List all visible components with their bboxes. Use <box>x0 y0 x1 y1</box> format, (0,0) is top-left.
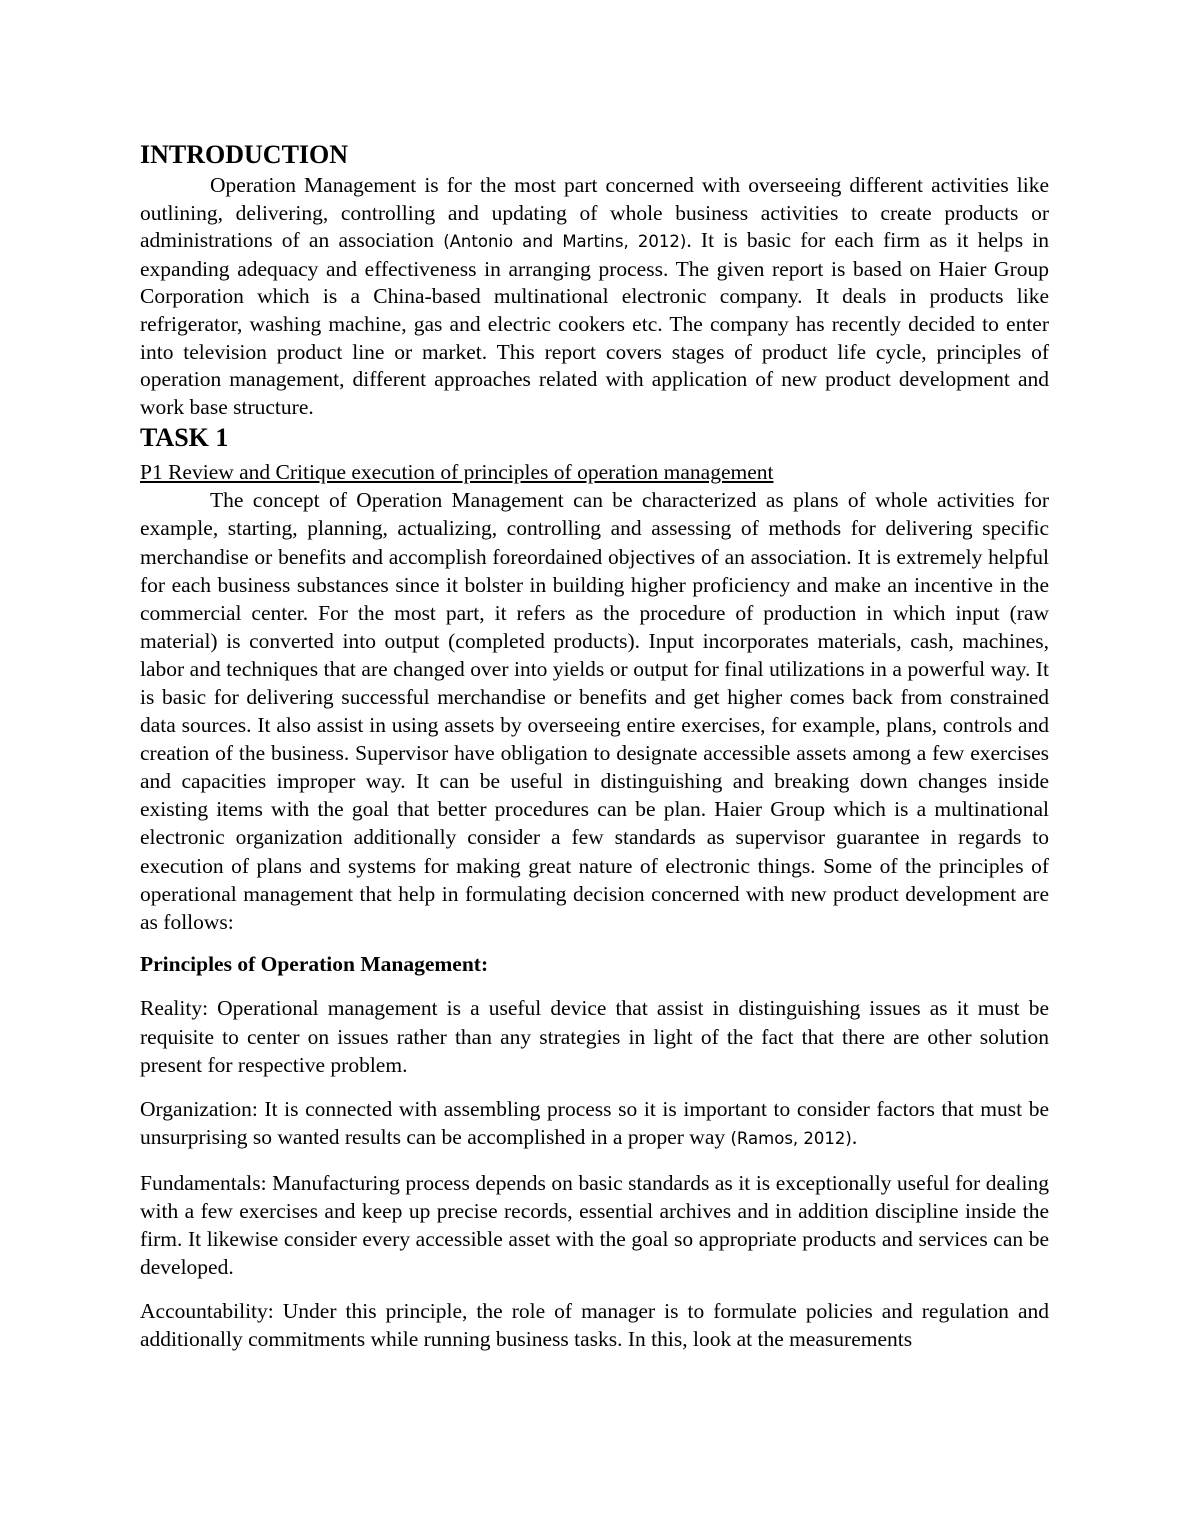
principle-fundamentals: Fundamentals: Manufacturing process depends on basic standards as it is exceptionally useful for dealing with a few exercises and keep up precise records, essential archives and in addition discipline inside the firm. It likewise consider every accessible asset with the goal so appropriate products and services can be developed. <box>140 1170 1049 1280</box>
organization-citation: (Ramos, 2012) <box>730 1128 852 1148</box>
task1-paragraph: The concept of Operation Management can be characterized as plans of whole activities for example, starting, planning, actualizing, controlling and assessing of methods for delivering specific merchandise or benefits and accomplish foreordained objectives of an association. It is extremely helpful for each business substances since it bolster in building higher proficiency and make an incentive in the commercial center. For the most part, it refers as the procedure of production in which input (raw material) is converted into output (completed products). Input incorporates materials, cash, machines, labor and techniques that are changed over into yields or output for final utilizations in a powerful way. It is basic for delivering successful merchandise or benefits and get higher comes back from constrained data sources. It also assist in using assets by overseeing entire exercises, for example, plans, controls and creation of the business. Supervisor have obligation to designate accessible assets among a few exercises and capacities improper way. It can be useful in distinguishing and breaking down changes inside existing items with the goal that better procedures can be plan. Haier Group which is a multinational electronic organization additionally consider a few standards as supervisor guarantee in regards to execution of plans and systems for making great nature of electronic things. Some of the principles of operational management that help in formulating decision concerned with new product development are as follows: <box>140 488 1049 934</box>
principle-accountability: Accountability: Under this principle, the role of manager is to formulate policies and regulation and additionally commitments while running business tasks. In this, look at the measurements <box>140 1299 1049 1352</box>
organization-text-end: . <box>851 1124 858 1149</box>
task1-subheading: P1 Review and Critique execution of principles of operation management <box>140 460 774 485</box>
task1-heading: TASK 1 <box>140 423 229 453</box>
introduction-heading: INTRODUCTION <box>140 140 349 169</box>
introduction-paragraph <box>140 172 1049 421</box>
organization-text: Organization: It is connected with assembling process so it is important to consider factors that must be unsurprising so wanted results can be accomplished in a proper way <box>140 1096 1049 1149</box>
intro-text-part2: . It is basic for each firm as it helps in expanding adequacy and effectiveness in arranging process. The given report is based on Haier Group Corporation which is a China-based multinational electronic company. It deals in products like refrigerator, washing machine, gas and electric cookers etc. The company has recently decided to enter into television product line or market. This report covers stages of product life cycle, principles of operation management, different approaches related with application of new product development and work base structure. <box>140 228 1050 419</box>
principle-organization <box>140 1095 1049 1153</box>
document-page <box>140 138 1049 1353</box>
principles-heading: Principles of Operation Management: <box>140 951 489 976</box>
intro-citation: (Antonio and Martins, 2012) <box>443 232 687 252</box>
intro-text-part1: Operation Management is for the most part concerned with overseeing different activities like outlining, delivering, controlling and updating of whole business activities to create products or administrations of an association <box>140 173 1049 253</box>
principle-reality: Reality: Operational management is a useful device that assist in distinguishing issues as it must be requisite to center on issues rather than any strategies in light of the fact that there are other solution present for respective problem. <box>140 996 1049 1077</box>
